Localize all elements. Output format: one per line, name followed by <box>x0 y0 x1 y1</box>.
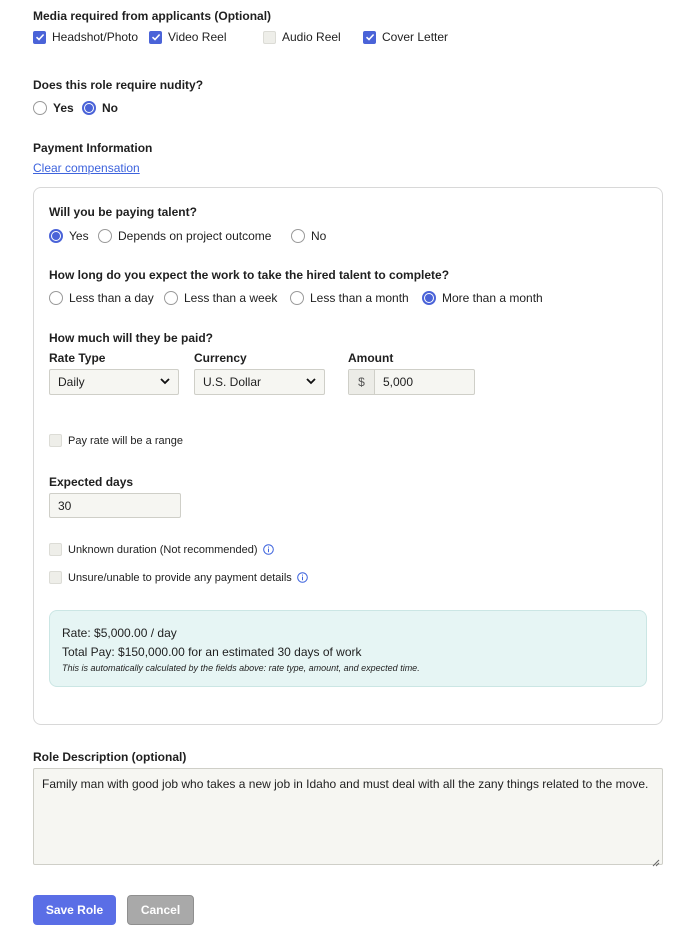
radio-duration-month[interactable] <box>290 291 409 305</box>
chevron-down-icon <box>305 375 317 390</box>
checkbox-audio-reel[interactable] <box>263 30 341 44</box>
amount-value: 5,000 <box>383 375 414 389</box>
chevron-down-icon <box>159 375 171 390</box>
radio-unselected-icon <box>33 101 47 115</box>
amount-label: Amount <box>348 351 394 365</box>
radio-label: Less than a week <box>184 291 278 305</box>
checkbox-checked-icon <box>149 31 162 44</box>
radio-unselected-icon <box>98 229 112 243</box>
checkbox-label: Cover Letter <box>382 30 449 44</box>
paying-talent-label: Will you be paying talent? <box>49 205 197 219</box>
resize-handle-icon[interactable] <box>652 854 660 862</box>
radio-label: More than a month <box>442 291 543 305</box>
checkbox-unchecked-icon <box>49 543 62 556</box>
rate-type-label: Rate Type <box>49 351 106 365</box>
checkbox-label: Unknown duration (Not recommended) <box>68 543 258 556</box>
payment-info-label: Payment Information <box>33 141 153 155</box>
radio-label: No <box>102 101 118 115</box>
duration-label: How long do you expect the work to take the hired talent to complete? <box>49 268 450 282</box>
nudity-label: Does this role require nudity? <box>33 78 204 92</box>
checkbox-cover-letter[interactable] <box>363 30 448 44</box>
radio-selected-icon <box>49 229 63 243</box>
checkbox-video-reel[interactable] <box>149 30 227 44</box>
radio-duration-day[interactable] <box>49 291 154 305</box>
summary-note: This is automatically calculated by the fields above: rate type, amount, and expected time. <box>62 663 420 673</box>
amount-input[interactable] <box>348 369 475 395</box>
checkbox-unchecked-icon <box>263 31 276 44</box>
how-much-label: How much will they be paid? <box>49 331 214 345</box>
checkbox-checked-icon <box>363 31 376 44</box>
currency-select[interactable] <box>194 369 325 395</box>
checkbox-unchecked-icon <box>49 571 62 584</box>
radio-duration-more-month[interactable] <box>422 291 543 305</box>
role-description-text: Family man with good job who takes a new job in Idaho and must deal with all the zany things related to the move. <box>42 777 649 791</box>
radio-label: Less than a month <box>310 291 409 305</box>
radio-label: Yes <box>69 229 89 243</box>
pay-summary-box <box>49 610 647 687</box>
checkbox-headshot[interactable] <box>33 30 138 44</box>
total-pay-summary: Total Pay: $150,000.00 for an estimated 30 days of work <box>62 645 362 659</box>
radio-duration-week[interactable] <box>164 291 277 305</box>
role-description-textarea[interactable] <box>33 768 663 865</box>
checkbox-unchecked-icon <box>49 434 62 447</box>
currency-label: Currency <box>194 351 247 365</box>
currency-symbol: $ <box>349 370 375 394</box>
clear-compensation-link[interactable]: Clear compensation <box>33 161 140 175</box>
checkbox-label: Unsure/unable to provide any payment details <box>68 571 292 584</box>
radio-label: No <box>311 229 327 243</box>
checkbox-label: Audio Reel <box>282 30 341 44</box>
save-role-button[interactable]: Save Role <box>33 895 116 925</box>
radio-label: Less than a day <box>69 291 154 305</box>
currency-value: U.S. Dollar <box>203 375 262 389</box>
info-icon[interactable] <box>297 572 308 583</box>
rate-type-value: Daily <box>58 375 85 389</box>
radio-unselected-icon <box>49 291 63 305</box>
expected-days-input[interactable]: 30 <box>49 493 181 518</box>
checkbox-unknown-duration[interactable] <box>49 543 274 556</box>
radio-selected-icon <box>422 291 436 305</box>
checkbox-label: Pay rate will be a range <box>68 434 183 447</box>
media-label: Media required from applicants (Optional) <box>33 9 272 23</box>
role-description-label: Role Description (optional) <box>33 750 187 764</box>
radio-paying-yes[interactable] <box>49 229 89 243</box>
checkbox-label: Headshot/Photo <box>52 30 139 44</box>
radio-label: Depends on project outcome <box>118 229 272 243</box>
checkbox-checked-icon <box>33 31 46 44</box>
radio-unselected-icon <box>291 229 305 243</box>
rate-type-select[interactable] <box>49 369 179 395</box>
radio-nudity-yes[interactable] <box>33 101 74 115</box>
expected-days-label: Expected days <box>49 475 134 489</box>
checkbox-pay-range[interactable] <box>49 434 183 447</box>
radio-nudity-no[interactable] <box>82 101 118 115</box>
radio-selected-icon <box>82 101 96 115</box>
checkbox-label: Video Reel <box>168 30 227 44</box>
rate-summary: Rate: $5,000.00 / day <box>62 626 177 640</box>
radio-unselected-icon <box>164 291 178 305</box>
radio-paying-depends[interactable] <box>98 229 271 243</box>
info-icon[interactable] <box>263 544 274 555</box>
radio-label: Yes <box>53 101 74 115</box>
radio-unselected-icon <box>290 291 304 305</box>
checkbox-unsure-payment[interactable] <box>49 571 308 584</box>
cancel-button[interactable]: Cancel <box>127 895 194 925</box>
radio-paying-no[interactable] <box>291 229 326 243</box>
